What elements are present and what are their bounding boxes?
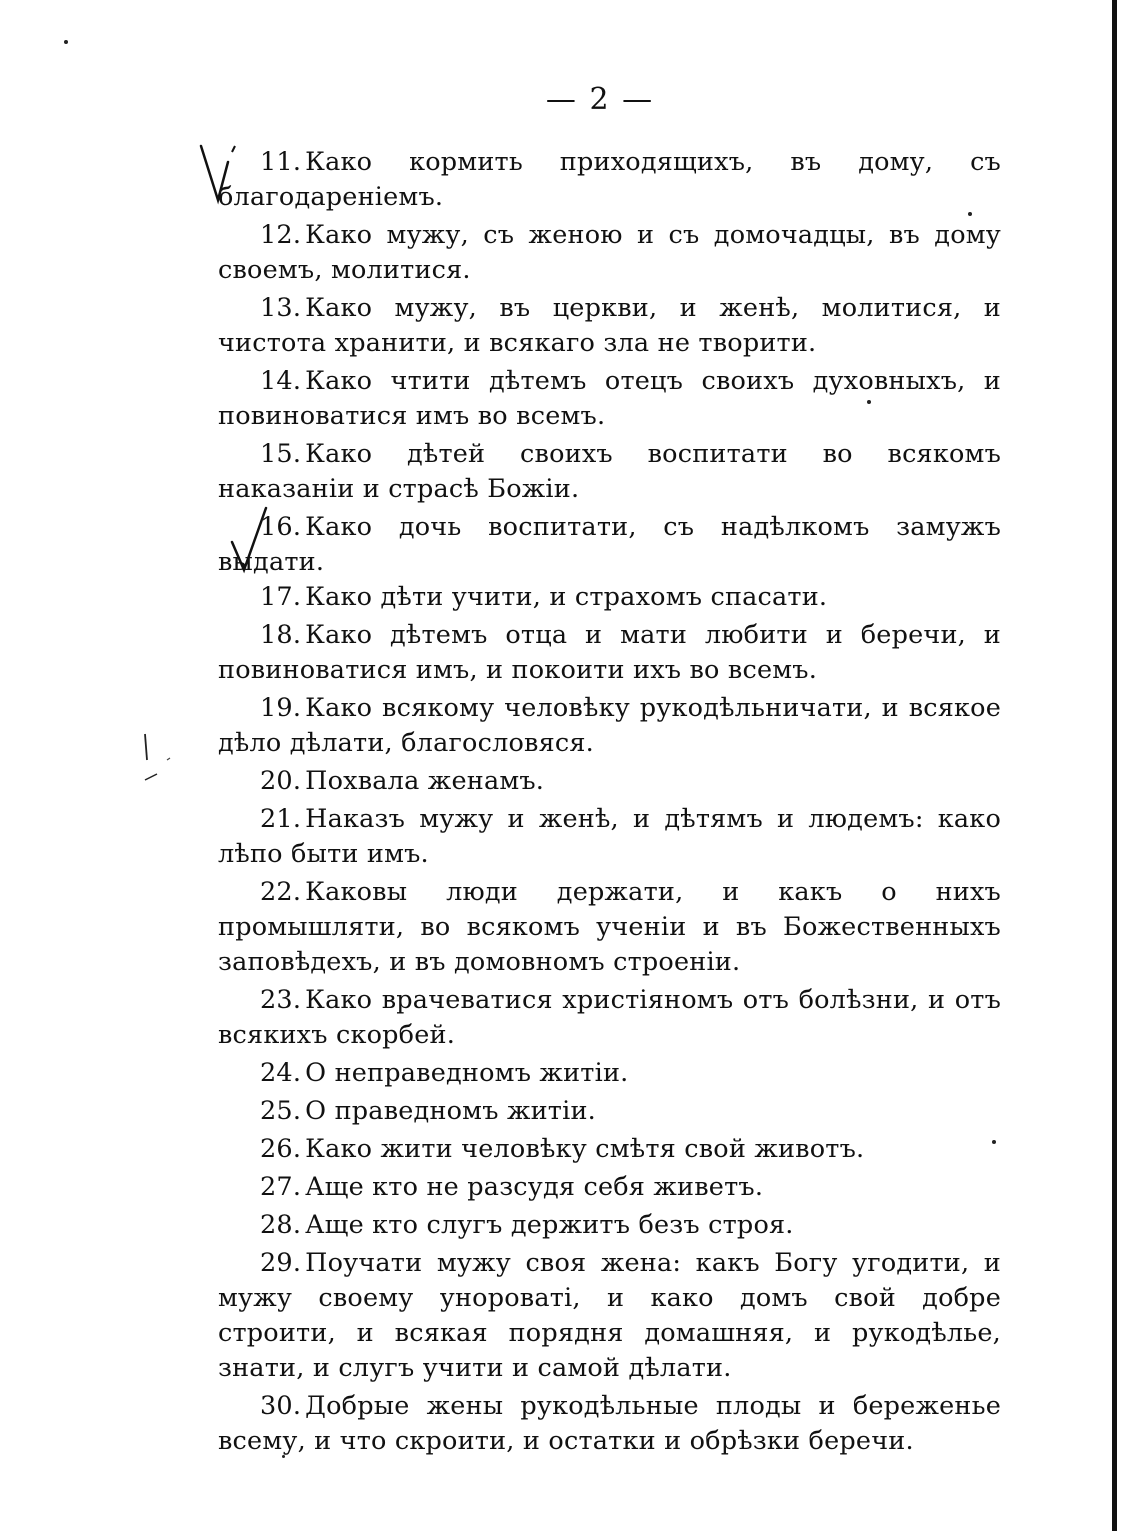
list-item: 20. Похвала женамъ.: [260, 766, 545, 796]
list-item: 16. Како дочь воспитати, съ надѣлкомъ замужъ выдати.: [218, 512, 1001, 577]
list-item: 18. Како дѣтемъ отца и мати любити и беречи, и повиноватися имъ, и покоити ихъ во всемъ.: [218, 620, 1001, 685]
list-item: 17. Како дѣти учити, и страхомъ спасати.: [260, 582, 828, 612]
list-item: 23. Како врачеватися христiяномъ отъ болѣзни, и отъ всякихъ скорбей.: [218, 985, 1001, 1050]
page-number: — 2 —: [545, 82, 655, 117]
list-item: 21. Наказъ мужу и женѣ, и дѣтямъ и людемъ: како лѣпо быти имъ.: [218, 804, 1001, 869]
list-item: 14. Како чтити дѣтемъ отецъ своихъ духовныхъ, и повиноватися имъ во всемъ.: [218, 366, 1001, 431]
list-item: 11. Како кормить приходящихъ, въ дому, съ благодаренiемъ.: [218, 147, 1001, 212]
list-item: 25. О праведномъ житiи.: [260, 1096, 596, 1126]
list-item: 13. Како мужу, въ церкви, и женѣ, молитися, и чистота хранити, и всякаго зла не творити.: [218, 293, 1001, 358]
page-edge-rule: [1112, 0, 1117, 1531]
list-item: 19. Како всякому человѣку рукодѣльничати, и всякое дѣло дѣлати, благословяся.: [218, 693, 1001, 758]
list-item: 30. Добрые жены рукодѣльные плоды и береженье всему, и что скроити, и остатки и обрѣзки беречи.: [218, 1391, 1001, 1456]
table-of-contents: [218, 145, 1001, 1462]
ink-speck: [64, 40, 68, 44]
list-item: 24. О неправедномъ житiи.: [260, 1058, 629, 1088]
list-item: 15. Како дѣтей своихъ воспитати во всякомъ наказанiи и страсѣ Божiи.: [218, 439, 1001, 504]
list-item: 12. Како мужу, съ женою и съ домочадцы, въ дому своемъ, молитися.: [218, 220, 1001, 285]
list-item: 28. Аще кто слугъ держитъ безъ строя.: [260, 1210, 794, 1240]
list-item: 29. Поучати мужу своя жена: какъ Богу угодити, и мужу своему унороватi, и како домъ свой добре строити, и всякая порядня домашняя, и рукодѣлье, знати, и слугъ учити и самой дѣлати.: [218, 1248, 1001, 1383]
list-item: 26. Како жити человѣку смѣтя свой животъ.: [260, 1134, 865, 1164]
margin-pencil-mark-icon: [135, 730, 185, 800]
list-item: 27. Аще кто не разсудя себя живетъ.: [260, 1172, 764, 1202]
list-item: 22. Каковы люди держати, и какъ о нихъ промышляти, во всякомъ ученiи и въ Божественныхъ заповѣдехъ, и въ домовномъ строенiи.: [218, 877, 1001, 977]
